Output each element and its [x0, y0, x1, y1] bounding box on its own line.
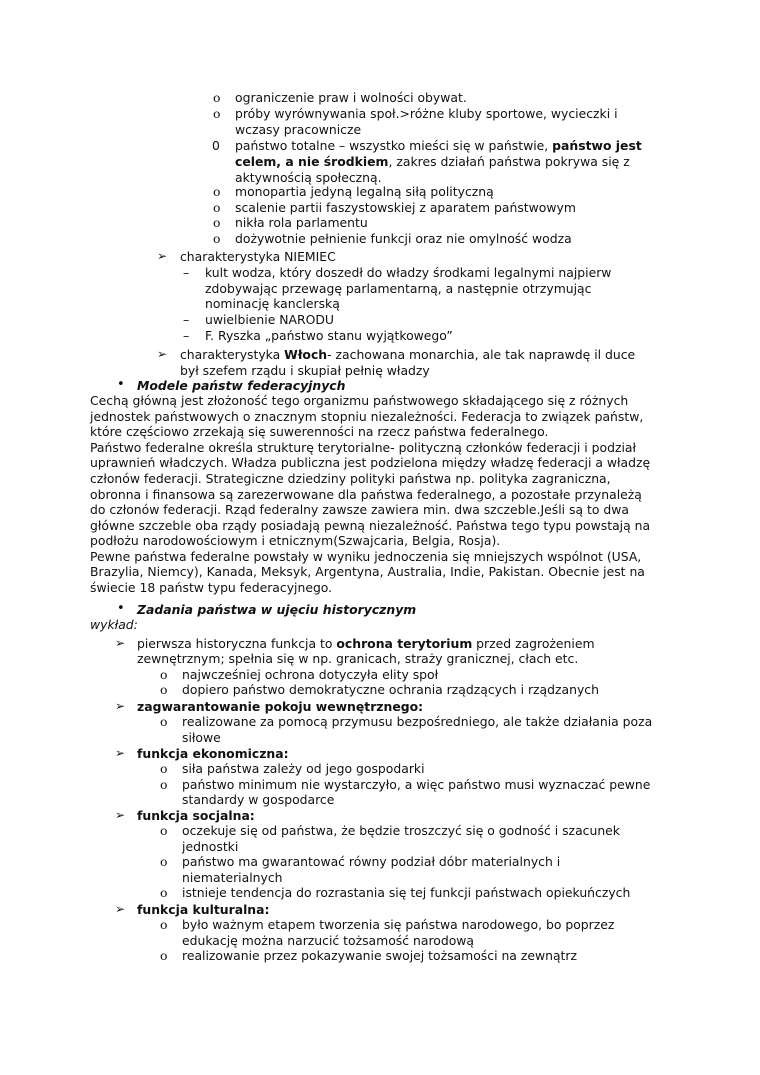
list-item-continuation: wczasy pracownicze — [235, 122, 362, 137]
paragraph-line: które częściowo zrzekają się suwerenności na rzecz państwa federalnego. — [90, 424, 549, 439]
circle-bullet: o — [213, 90, 221, 105]
list-item-continuation: edukację można narzucić tożsamość narodową — [182, 933, 475, 948]
list-item: było ważnym etapem tworzenia się państwa narodowego, bo poprzez — [182, 917, 615, 932]
list-item-continuation: siłowe — [182, 730, 221, 745]
paragraph-line: Pewne państwa federalne powstały w wyniku jednoczenia się mniejszych wspólnot (USA, — [90, 549, 642, 564]
function-heading: funkcja ekonomiczna: — [137, 746, 289, 761]
zadania-heading: Zadania państwa w ujęciu historycznym — [137, 602, 417, 617]
function-item: pierwsza historyczna funkcja to ochrona terytorium przed zagrożeniem — [137, 636, 595, 651]
list-item: monopartia jedyną legalną siłą polityczną — [235, 184, 494, 199]
dot-bullet: • — [117, 377, 125, 392]
arrow-bullet-icon: ➢ — [115, 699, 126, 713]
bold-phrase: celem, a nie środkiem — [235, 154, 389, 169]
circle-bullet: o — [213, 200, 221, 215]
paragraph-line: do członów federacji. Rząd federalny zawsze zawiera min. dwa szczeble.Jeśli są to dwa — [90, 502, 630, 517]
arrow-bullet-icon: ➢ — [115, 636, 126, 650]
list-item: istnieje tendencja do rozrastania się tej funkcji państwach opiekuńczych — [182, 885, 631, 900]
list-item: siła państwa zależy od jego gospodarki — [182, 761, 425, 776]
dash-bullet: – — [183, 328, 190, 343]
bold-phrase: ochrona terytorium — [336, 636, 473, 651]
circle-bullet: o — [213, 184, 221, 199]
circle-bullet: o — [160, 948, 168, 963]
circle-bullet: o — [160, 777, 168, 792]
paragraph-line: świecie 18 państw typu federacyjnego. — [90, 580, 333, 595]
bold-phrase: Włoch — [284, 347, 328, 362]
list-item: ograniczenie praw i wolności obywat. — [235, 90, 467, 105]
paragraph-line: członów federacji. Strategiczne dziedziny polityki państwa np. polityka zagraniczna, — [90, 471, 611, 486]
list-item-continuation: standardy w gospodarce — [182, 792, 335, 807]
circle-bullet: o — [160, 682, 168, 697]
paragraph-line: Cechą główną jest złożoność tego organizmu państwowego składającego się z różnych — [90, 393, 629, 408]
list-item-continuation: był szefem rządu i skupiał pełnię władzy — [180, 363, 430, 378]
paragraph-line: podłożu narodowościowym i etnicznym(Szwajcaria, Belgia, Rosja). — [90, 533, 501, 548]
list-item-continuation: zewnętrznym; spełnia się w np. granicach, straży granicznej, cłach etc. — [137, 651, 579, 666]
circle-bullet: o — [213, 215, 221, 230]
circle-bullet: o — [160, 761, 168, 776]
list-item: państwo totalne – wszystko mieści się w państwie, państwo jest — [235, 138, 642, 153]
list-item: państwo ma gwarantować równy podział dóbr materialnych i — [182, 854, 561, 869]
list-item: realizowanie przez pokazywanie swojej tożsamości na zewnątrz — [182, 948, 577, 963]
circle-bullet: o — [160, 917, 168, 932]
circle-bullet: o — [160, 823, 168, 838]
circle-bullet: o — [160, 854, 168, 869]
list-item: nikła rola parlamentu — [235, 215, 368, 230]
bold-phrase: państwo jest — [552, 138, 642, 153]
list-item-continuation: niematerialnych — [182, 870, 283, 885]
function-heading: funkcja kulturalna: — [137, 902, 270, 917]
list-item: dopiero państwo demokratyczne ochrania rządzących i rządzanych — [182, 682, 599, 697]
circle-bullet: 0 — [212, 138, 220, 153]
list-item: uwielbienie NARODU — [205, 312, 335, 327]
arrow-bullet-icon: ➢ — [157, 249, 168, 263]
list-item: oczekuje się od państwa, że będzie troszczyć się o godność i szacunek — [182, 823, 620, 838]
arrow-bullet-icon: ➢ — [157, 347, 168, 361]
paragraph-line: Brazylia, Niemcy), Kanada, Meksyk, Argentyna, Australia, Indie, Pakistan. Obecnie jest na — [90, 564, 645, 579]
federacje-heading: Modele państw federacyjnych — [137, 378, 346, 393]
list-item-continuation: celem, a nie środkiem, zakres działań państwa pokrywa się z — [235, 154, 630, 169]
list-item: F. Ryszka „państwo stanu wyjątkowego” — [205, 328, 453, 343]
paragraph-line: jednostek państwowych o znacznym stopniu niezależności. Federacja to związek państw, — [90, 409, 644, 424]
arrow-bullet-icon: ➢ — [115, 902, 126, 916]
circle-bullet: o — [213, 231, 221, 246]
arrow-bullet-icon: ➢ — [115, 808, 126, 822]
arrow-bullet-icon: ➢ — [115, 746, 126, 760]
paragraph-line: Państwo federalne określa strukturę terytorialne- polityczną członków federacji i podział — [90, 440, 637, 455]
niemiec-heading: charakterystyka NIEMIEC — [180, 249, 336, 264]
list-item-continuation: jednostki — [182, 839, 239, 854]
function-heading: zagwarantowanie pokoju wewnętrznego: — [137, 699, 424, 714]
list-item: najwcześniej ochrona dotyczyła elity społ — [182, 667, 439, 682]
wlochy-heading: charakterystyka Włoch- zachowana monarchia, ale tak naprawdę il duce — [180, 347, 636, 362]
circle-bullet: o — [213, 106, 221, 121]
circle-bullet: o — [160, 885, 168, 900]
list-item: dożywotnie pełnienie funkcji oraz nie omylność wodza — [235, 231, 572, 246]
dash-bullet: – — [183, 312, 190, 327]
circle-bullet: o — [160, 667, 168, 682]
zadania-subheading: wykład: — [90, 617, 138, 632]
list-item-continuation: aktywnością społeczną. — [235, 170, 382, 185]
paragraph-line: obronna i finansowa są zarezerwowane dla państwa federalnego, a pozostałe przynależą — [90, 487, 642, 502]
circle-bullet: o — [160, 714, 168, 729]
paragraph-line: główne szczeble oba rządy posiadają pewną niezależność. Państwa tego typu powstają na — [90, 518, 651, 533]
list-item-continuation: zdobywając przewagę parlamentarną, a następnie otrzymując — [205, 281, 592, 296]
list-item: kult wodza, który doszedł do władzy środkami legalnymi najpierw — [205, 265, 612, 280]
list-item: scalenie partii faszystowskiej z aparatem państwowym — [235, 200, 576, 215]
paragraph-line: uprawnień władczych. Władza publiczna jest podzielona między władzę federacji a władzę — [90, 455, 651, 470]
list-item: próby wyrównywania społ.>różne kluby sportowe, wycieczki i — [235, 106, 618, 121]
list-item: realizowane za pomocą przymusu bezpośredniego, ale także działania poza — [182, 714, 653, 729]
function-heading: funkcja socjalna: — [137, 808, 255, 823]
dash-bullet: – — [183, 265, 190, 280]
list-item-continuation: nominację kanclerską — [205, 296, 340, 311]
list-item: państwo minimum nie wystarczyło, a więc państwo musi wyznaczać pewne — [182, 777, 651, 792]
dot-bullet: • — [117, 601, 125, 616]
